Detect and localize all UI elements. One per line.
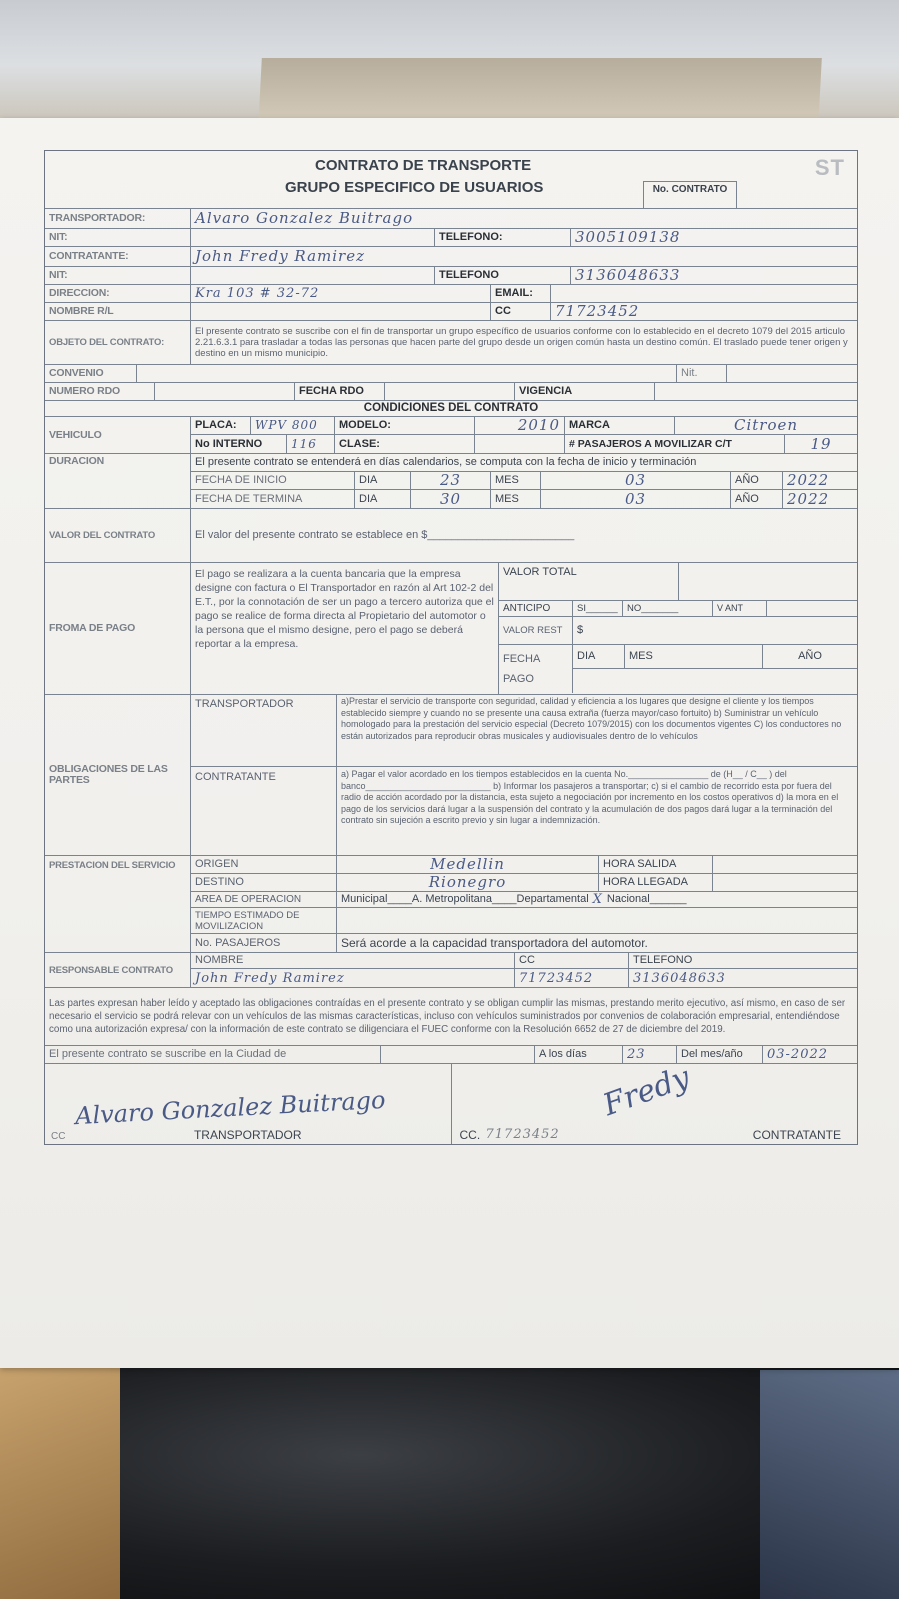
section-obligaciones <box>45 695 857 856</box>
objeto-label: OBJETO DEL CONTRATO: <box>45 321 191 364</box>
inicio-ano-value: 2022 <box>787 472 830 489</box>
inicio-label: FECHA DE INICIO <box>191 472 355 489</box>
destino-label: DESTINO <box>191 874 337 891</box>
convenio-label: CONVENIO <box>45 365 137 382</box>
clase-label: CLASE: <box>335 435 475 453</box>
valor-text: El valor del presente contrato se establece en $________________________ <box>195 529 575 541</box>
pago-rest-row <box>499 617 857 645</box>
logo: ST <box>814 155 845 180</box>
duracion-text: El presente contrato se entenderá en días calendarios, se computa con la fecha de inicio y terminación <box>195 456 697 468</box>
oblig-contratante-text: a) Pagar el valor acordado en los tiempos establecidos en la cuenta No.________________ de (H__ / C__ ) del banco_________________________ b) Informar los pasajeros a transportar; c) si el cambio de recorrido esta por fuera del radio de acción acordado por la distancia, esta sujeto a negociación por incremento en los costos operativos d) la mora en el pago de los servicios dará lugar a la suspensión del contrato y la acumulación de dos pagos dará lugar a la terminación del contrato sin sujeción a escrito previo y sin lugar a indemnización. <box>341 769 839 825</box>
cc-right-label: CC. <box>459 1128 481 1142</box>
contratante-caption: CONTRATANTE <box>752 1128 841 1142</box>
responsable-cc-value: 71723452 <box>515 969 629 987</box>
vant-label: V ANT <box>713 601 767 616</box>
origen-value: Medellin <box>337 856 599 873</box>
vehiculo-row-1 <box>191 417 857 435</box>
objeto-text: El presente contrato se suscribe con el fin de transportar un grupo específico de usuarios conforme con lo establecido en el decreto 1079 del 2015 articulo 2.21.6.3.1 para trasladar a todas las personas que hacen parte del grupo desde un origen común hasta un destino común. El traslado puede tener origen y destino en un mismo municipio. <box>195 326 848 359</box>
modelo-value: 2010 <box>475 417 565 434</box>
interno-label: No INTERNO <box>191 435 287 453</box>
vehiculo-row-2 <box>191 435 857 453</box>
tiempo-row <box>191 908 857 934</box>
transportador-caption: TRANSPORTADOR <box>193 1128 302 1142</box>
hora-salida-value <box>713 856 857 873</box>
inicio-dia-value: 23 <box>411 472 491 489</box>
anticipo-label: ANTICIPO <box>499 601 573 616</box>
obligaciones-label: OBLIGACIONES DE LAS PARTES <box>45 695 191 855</box>
ciudad-value <box>381 1046 535 1063</box>
fecha-mes-label: MES <box>625 645 763 668</box>
hora-llegada-label: HORA LLEGADA <box>599 874 713 891</box>
valor-rest-dollar: $ <box>577 624 584 636</box>
oblig-transportador-text: a)Prestar el servicio de transporte con seguridad, calidad y eficiencia a los lugares que designe el cliente y los tiempos establecido siempre y cuando no se presente una causa extraña (fuerza mayor/caso fortuito) b) Suministrar un vehículo homologado para la prestación del servicio especial (Decreto 1079/2015) con los documentos vigentes C) los conductores no están autorizados para reproducir obras musicales y audiovisuales dentro de lo vehículos <box>341 696 842 741</box>
fecha-pago-values <box>573 669 857 693</box>
inicio-mes-value: 03 <box>541 472 731 489</box>
row-transportador <box>45 209 857 229</box>
dias-value: 23 <box>623 1046 677 1063</box>
destino-row <box>191 874 857 892</box>
cc-right-value: 71723452 <box>485 1127 560 1142</box>
row-nombre-rl <box>45 303 857 321</box>
row-valor <box>45 509 857 563</box>
responsable-nombre-value: John Fredy Ramirez <box>191 969 515 987</box>
row-ciudad <box>45 1046 857 1064</box>
anticipo-no: NO_______ <box>623 601 713 616</box>
obligaciones-transportador-row <box>191 695 857 767</box>
fecha-rdo-value <box>385 383 515 400</box>
row-condiciones <box>45 401 857 417</box>
form-title: CONTRATO DE TRANSPORTE <box>315 157 532 174</box>
row-nit-2 <box>45 267 857 285</box>
tiempo-label: TIEMPO ESTIMADO DE MOVILIZACION <box>191 908 337 933</box>
placa-value: WPV 800 <box>251 417 335 434</box>
responsable-label: RESPONSABLE CONTRATO <box>45 953 191 987</box>
area-text: Municipal____A. Metropolitana____Departamental <box>341 893 589 905</box>
termina-ano-label: AÑO <box>731 490 783 508</box>
section-servicio <box>45 856 857 953</box>
transportador-signature: Alvaro Gonzalez Buitrago <box>74 1085 387 1131</box>
background-floor <box>0 1360 120 1599</box>
duracion-termina-row <box>191 490 857 508</box>
pago-text: El pago se realizara a la cuenta bancaria que la empresa designe con factura o El Transportador en razón al Art 102-2 del E.T., por la connotación de ser un pago a tercero autoriza que el pago se realice de forma directa al Propietario del automotor o la persona que el mismo designe, pero el pago se deberá reportar a la empresa. <box>191 563 499 694</box>
fecha-pago-grid <box>573 645 857 693</box>
termina-mes-value: 03 <box>541 490 731 508</box>
nit2-value <box>191 267 435 284</box>
transportador-label: TRANSPORTADOR: <box>45 209 191 228</box>
valor-rest-label: VALOR REST <box>499 617 573 644</box>
nit-value <box>191 229 435 246</box>
responsable-labels-row <box>191 953 857 969</box>
oblig-transportador-label: TRANSPORTADOR <box>191 695 337 766</box>
section-responsable <box>45 953 857 988</box>
nit-label: NIT: <box>45 229 191 246</box>
row-nit-1 <box>45 229 857 247</box>
form-header <box>45 151 857 209</box>
area-label: AREA DE OPERACION <box>191 892 337 907</box>
vigencia-label: VIGENCIA <box>515 383 655 400</box>
placa-label: PLACA: <box>191 417 251 434</box>
telefono2-value: 3136048633 <box>575 267 681 284</box>
row-contratante <box>45 247 857 267</box>
valor-label: VALOR DEL CONTRATO <box>45 509 191 562</box>
telefono2-label: TELEFONO <box>435 267 571 284</box>
servicio-label: PRESTACION DEL SERVICIO <box>45 856 191 952</box>
row-direccion <box>45 285 857 303</box>
email-label: EMAIL: <box>491 285 551 302</box>
responsable-values-row <box>191 969 857 987</box>
no-pasajeros-row <box>191 934 857 952</box>
duracion-text-row <box>191 454 857 472</box>
no-pasajeros-text: Será acorde a la capacidad transportadora del automotor. <box>341 935 648 950</box>
condiciones-title: CONDICIONES DEL CONTRATO <box>363 402 539 414</box>
fecha-rdo-label: FECHA RDO <box>295 383 385 400</box>
row-convenio <box>45 365 857 383</box>
pago-total-row <box>499 563 857 601</box>
signatures <box>45 1059 857 1144</box>
marca-label: MARCA <box>565 417 675 434</box>
duracion-inicio-row <box>191 472 857 490</box>
direccion-value: Kra 103 # 32-72 <box>191 285 491 302</box>
termina-dia-label: DIA <box>355 490 411 508</box>
mes-ano-value: 03-2022 <box>767 1047 829 1062</box>
tiempo-value <box>337 908 857 933</box>
destino-value: Rionegro <box>337 874 599 891</box>
obligaciones-contratante-row <box>191 767 857 855</box>
vigencia-value <box>655 383 857 400</box>
telefono-label: TELEFONO: <box>435 229 571 246</box>
marca-value: Citroen <box>733 417 799 434</box>
area-mark: X <box>592 892 603 907</box>
area-row <box>191 892 857 908</box>
area-nacional: Nacional______ <box>606 893 687 905</box>
convenio-value <box>137 365 677 382</box>
pago-fecha-row <box>499 645 857 693</box>
signature-transportador <box>45 1064 452 1144</box>
cc-left-label: CC <box>51 1131 66 1142</box>
anticipo-si: SI______ <box>573 601 623 616</box>
origen-label: ORIGEN <box>191 856 337 873</box>
termina-dia-value: 30 <box>411 490 491 508</box>
inicio-dia-label: DIA <box>355 472 411 489</box>
valor-total-value <box>679 563 857 600</box>
inicio-ano-label: AÑO <box>731 472 783 489</box>
nombre-rl-label: NOMBRE R/L <box>45 303 191 320</box>
dias-label: A los días <box>535 1046 623 1063</box>
termina-label: FECHA DE TERMINA <box>191 490 355 508</box>
vehiculo-label: VEHICULO <box>45 417 191 453</box>
area-options <box>337 892 857 907</box>
no-pasajeros-label: No. PASAJEROS <box>191 934 337 952</box>
clase-value <box>475 435 565 453</box>
hora-llegada-value <box>713 874 857 891</box>
responsable-cc-label: CC <box>515 953 629 968</box>
responsable-telefono-label: TELEFONO <box>633 954 693 966</box>
section-pago <box>45 563 857 695</box>
responsable-telefono-value: 3136048633 <box>633 970 726 986</box>
pago-anticipo-row <box>499 601 857 617</box>
fecha-dia-label: DIA <box>573 645 625 668</box>
numero-rdo-label: NUMERO RDO <box>45 383 155 400</box>
ciudad-text: El presente contrato se suscribe en la Ciudad de <box>45 1046 381 1063</box>
interno-value: 116 <box>287 435 335 453</box>
pasajeros-label: # PASAJEROS A MOVILIZAR C/T <box>565 435 785 453</box>
background-fabric <box>760 1370 899 1599</box>
contract-number-box: No. CONTRATO <box>643 181 737 209</box>
oblig-contratante-label: CONTRATANTE <box>191 767 337 855</box>
pasajeros-value: 19 <box>810 435 832 453</box>
telefono-value: 3005109138 <box>575 229 681 246</box>
row-declaracion <box>45 988 857 1046</box>
nit2-label: NIT: <box>45 267 191 284</box>
cc-value: 71723452 <box>555 303 640 320</box>
form-subtitle: GRUPO ESPECIFICO DE USUARIOS <box>285 179 544 196</box>
contratante-label: CONTRATANTE: <box>45 247 191 266</box>
signature-contratante <box>452 1059 858 1144</box>
pago-label: FROMA DE PAGO <box>45 563 191 694</box>
contratante-signature: Fredy <box>598 1059 694 1124</box>
inicio-mes-label: MES <box>491 472 541 489</box>
termina-ano-value: 2022 <box>787 490 830 508</box>
nombre-rl-value <box>191 303 491 320</box>
mes-ano-label: Del mes/año <box>677 1046 763 1063</box>
section-vehiculo <box>45 417 857 454</box>
cc-label: CC <box>491 303 551 320</box>
email-value <box>551 285 857 302</box>
pago-grid <box>499 563 857 694</box>
fecha-ano-label: AÑO <box>798 650 822 662</box>
contract-paper <box>0 118 899 1368</box>
hora-salida-label: HORA SALIDA <box>599 856 713 873</box>
convenio-nit-value <box>727 365 857 382</box>
row-rdo <box>45 383 857 401</box>
origen-row <box>191 856 857 874</box>
contratante-value: John Fredy Ramirez <box>195 247 365 265</box>
direccion-label: DIRECCION: <box>45 285 191 302</box>
duracion-label: DURACION <box>45 454 191 508</box>
modelo-label: MODELO: <box>335 417 475 434</box>
contract-form <box>44 150 858 1145</box>
responsable-nombre-label: NOMBRE <box>191 953 515 968</box>
vant-value <box>767 601 857 616</box>
termina-mes-label: MES <box>491 490 541 508</box>
section-duracion <box>45 454 857 509</box>
transportador-value: Alvaro Gonzalez Buitrago <box>195 209 414 227</box>
fecha-pago-label: FECHA PAGO <box>499 645 573 693</box>
fecha-pago-labels <box>573 645 857 669</box>
row-objeto <box>45 321 857 365</box>
convenio-nit-label: Nit. <box>677 365 727 382</box>
declaracion-text: Las partes expresan haber leído y aceptado las obligaciones contraídas en el presente contrato y se obligan cumplir las mismas, prestando merito ejecutivo, así mismo, en caso de ser necesario el servicio se podrá relevar con un vehículos de las mismas características, incluso con vehículos suministrados por convenios de colaboración empresarial, entendiéndose como una autorización expresa/ con la información de este contrato se diligenciara el FUEC conforme con la Resolución 6652 de 27 de diciembre del 2019. <box>49 998 846 1035</box>
numero-rdo-value <box>155 383 295 400</box>
valor-total-label: VALOR TOTAL <box>499 563 679 600</box>
